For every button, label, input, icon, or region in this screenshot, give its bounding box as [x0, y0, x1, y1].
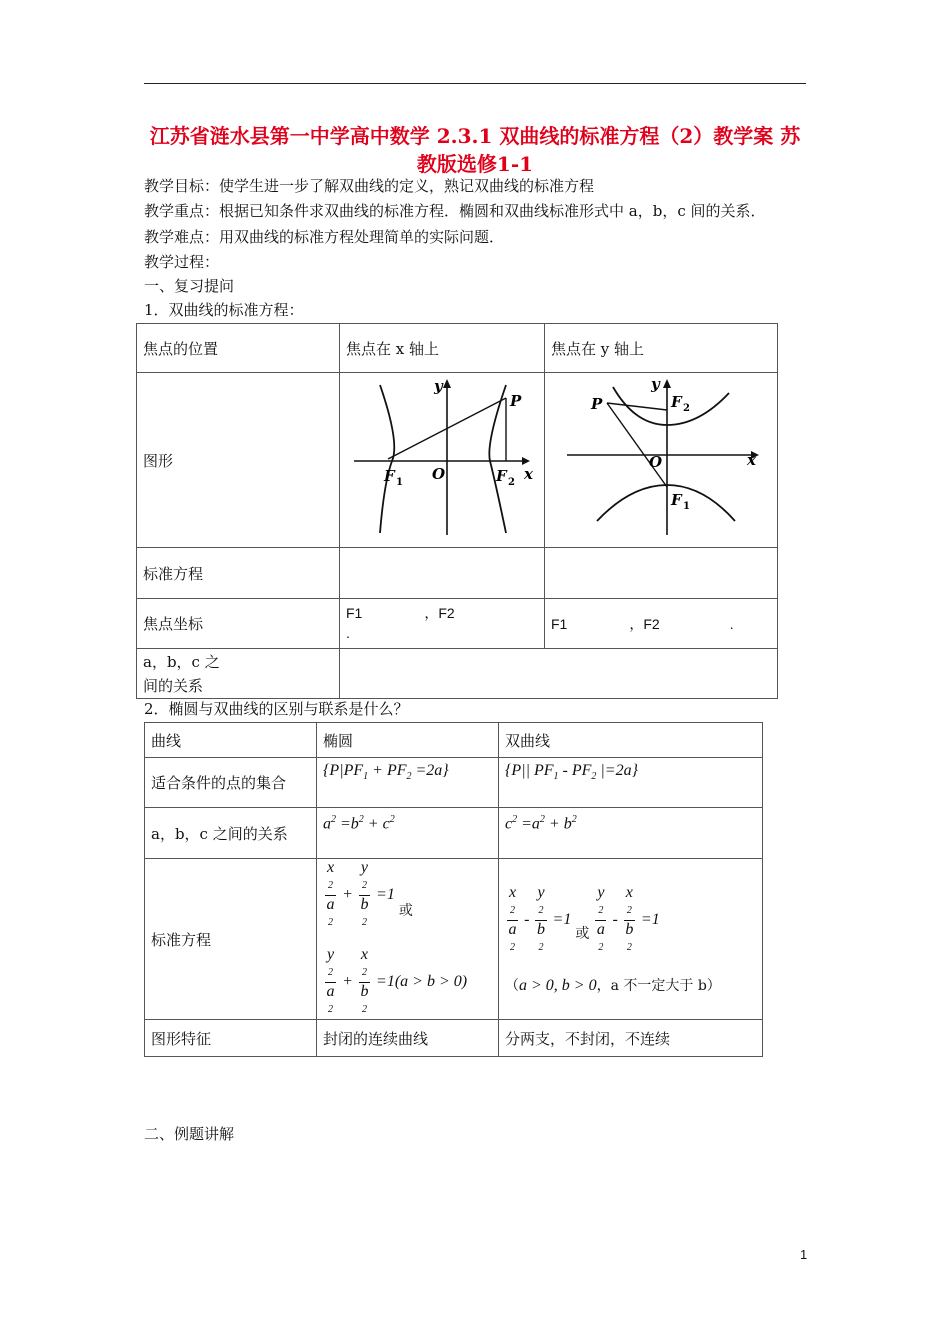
- question-2: 2．椭圆与双曲线的区别与联系是什么？: [144, 700, 409, 718]
- ellipse-shape: 封闭的连续曲线: [317, 1020, 499, 1057]
- label-y: y: [651, 375, 660, 393]
- label-f2: F: [496, 467, 507, 485]
- hyperbola-y-axis-figure: [545, 373, 777, 543]
- ellipse-equation-y: y 2 a 2 + x 2 b 2 =1(a > b > 0): [326, 946, 468, 1015]
- foci-f1: F1: [551, 615, 568, 632]
- equation-y-blank: [545, 548, 778, 599]
- label-f2-sub: 2: [508, 477, 515, 488]
- ellipse-equation-cell: [317, 859, 499, 1020]
- teaching-goal: 教学目标：使学生进一步了解双曲线的定义，熟记双曲线的标准方程: [144, 177, 595, 195]
- relation-label-line1: a，b，c 之: [143, 652, 220, 671]
- teaching-process: 教学过程：: [144, 253, 220, 271]
- hyperbola-shape: 分两支，不封闭，不连续: [499, 1020, 763, 1057]
- label-x: x: [524, 465, 533, 483]
- hyperbola-set-formula: {P|| $PF_1 - PF_2$ |=2a}: [499, 758, 763, 808]
- hyperbola-x-axis-figure: [340, 373, 544, 543]
- section-examples: 二、例题讲解: [144, 1125, 235, 1143]
- label-f1-sub: 1: [683, 501, 690, 512]
- foci-dot: .: [729, 615, 734, 632]
- question-1: 1．双曲线的标准方程：: [144, 301, 304, 319]
- row-foci-label: 焦点坐标: [137, 599, 340, 649]
- foci-dot: .: [346, 625, 350, 641]
- hyperbola-standard-table: [136, 323, 778, 699]
- foci-comma: ，: [424, 605, 439, 621]
- foci-f2: F2: [438, 605, 455, 621]
- foci-x-cell: [340, 599, 545, 649]
- label-f2: F: [671, 393, 682, 411]
- figure-x-axis-cell: [340, 373, 545, 548]
- label-origin: O: [649, 453, 663, 471]
- header-rule: [144, 83, 806, 84]
- relation-label-line2: 间的关系: [143, 676, 204, 695]
- foci-comma-f2: ，F2: [629, 615, 660, 632]
- teaching-difficulty: 教学难点：用双曲线的标准方程处理简单的实际问题．: [144, 228, 505, 246]
- hyperbola-condition: （a > 0, b > 0，a 不一定大于 b）: [505, 976, 721, 994]
- ellipse-hyperbola-compare-table: [144, 722, 763, 1057]
- header-hyperbola: 双曲线: [499, 723, 763, 758]
- relation-blank: [340, 649, 778, 699]
- label-f1: F: [384, 467, 395, 485]
- header-ellipse: 椭圆: [317, 723, 499, 758]
- hyperbola-relation-formula: $c^2 =a^2 + b^2$: [499, 808, 763, 859]
- header-curve: 曲线: [145, 723, 317, 758]
- row-relation-label: [137, 649, 340, 699]
- label-p: P: [591, 395, 603, 413]
- label-x: x: [747, 451, 756, 469]
- equation-x-blank: [340, 548, 545, 599]
- page-number: 1: [800, 1247, 808, 1262]
- hyperbola-equation-cell: [499, 859, 763, 1020]
- label-f1: F: [671, 491, 682, 509]
- label-f1-sub: 1: [396, 477, 403, 488]
- ellipse-equation-x: x 2 a 2 + y 2 b 2 =1 或: [326, 859, 413, 928]
- label-y: y: [434, 377, 443, 395]
- or-text: 或: [575, 925, 590, 942]
- label-origin: O: [432, 465, 446, 483]
- or-text: 或: [398, 903, 413, 920]
- header-focus-x-axis: 焦点在 x 轴上: [340, 324, 545, 373]
- hyperbola-equation: x 2 a 2 - y 2 b 2 =1 或 y 2 a 2 - x 2 b 2 =1: [508, 883, 660, 953]
- ellipse-relation-formula: $a^2 =b^2 + c^2$: [317, 808, 499, 859]
- label-p: P: [510, 392, 522, 410]
- page-title: 江苏省涟水县第一中学高中数学 2.3.1 双曲线的标准方程（2）教学案 苏教版选修1-1: [149, 124, 801, 176]
- foci-f1: F1: [346, 605, 363, 621]
- header-focus-position: 焦点的位置: [137, 324, 340, 373]
- row-set-label: 适合条件的点的集合: [145, 758, 317, 808]
- section-review: 一、复习提问: [144, 277, 235, 295]
- foci-y-cell: [545, 599, 778, 649]
- row-shape-label: 图形特征: [145, 1020, 317, 1057]
- hyperbola-condition-tail: ，a 不一定大于 b）: [596, 977, 721, 994]
- figure-y-axis-cell: [545, 373, 778, 548]
- label-f2-sub: 2: [683, 403, 690, 414]
- row-figure-label: 图形: [137, 373, 340, 548]
- row-equation-label: 标准方程: [145, 859, 317, 1020]
- teaching-key-point: 教学重点：根据已知条件求双曲线的标准方程．椭圆和双曲线标准形式中 a，b，c 间的关系．: [144, 202, 766, 220]
- row-relation-label: a，b，c 之间的关系: [145, 808, 317, 859]
- ellipse-set-formula: $\{P|PF_1 + PF_2 =2a\}$: [317, 758, 499, 808]
- header-focus-y-axis: 焦点在 y 轴上: [545, 324, 778, 373]
- row-equation-label: 标准方程: [137, 548, 340, 599]
